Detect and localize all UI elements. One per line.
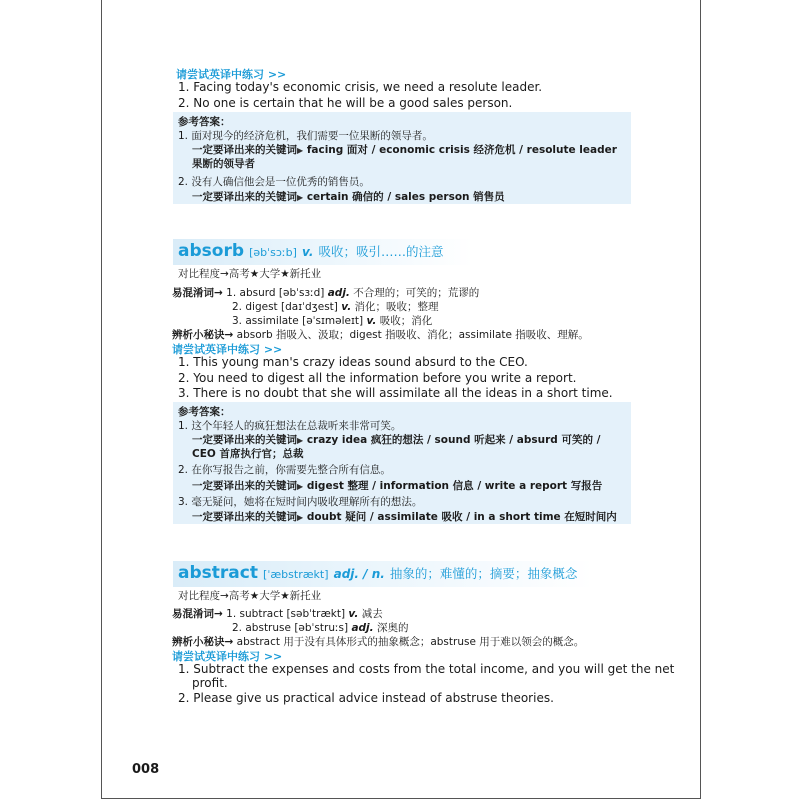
- practice-sentence: 2. No one is certain that he will be a good sales person.: [178, 96, 513, 110]
- phonetic: [əbˈsɔːb]: [249, 246, 297, 259]
- triangle-icon: ▶: [297, 513, 304, 522]
- keyword-line: 一定要译出来的关键词▶ doubt 疑问 / assimilate 吸收 / in a short time 在短时间内: [192, 511, 617, 523]
- answer-cn: 2. 没有人确信他会是一位优秀的销售员。: [178, 176, 370, 188]
- triangle-icon: ▶: [297, 436, 304, 445]
- triangle-icon: ▶: [297, 482, 304, 491]
- level-line: 对比程度→高考★大学★新托业: [178, 268, 322, 280]
- practice-heading: 请尝试英译中练习 >>: [172, 343, 283, 356]
- confuse-row: 易混淆词→ 1. subtract [səbˈtrækt] v. 减去: [172, 608, 383, 620]
- phonetic: [ˈæbstrækt]: [263, 568, 329, 581]
- answer-title: 参考答案：: [178, 406, 231, 418]
- triangle-icon: ▶: [297, 193, 304, 202]
- confuse-row: 2. digest [daɪˈdʒest] v. 消化；吸收；整理: [232, 301, 439, 313]
- triangle-icon: ▶: [297, 146, 304, 155]
- confuse-row: 易混淆词→ 1. absurd [əbˈsɜːd] adj. 不合理的；可笑的；荒谬的: [172, 287, 480, 299]
- headword-line: [178, 563, 577, 583]
- level-line: 对比程度→高考★大学★新托业: [178, 590, 322, 602]
- page-number: 008: [132, 762, 160, 777]
- confuse-row: 3. assimilate [əˈsɪməleɪt] v. 吸收；消化: [232, 315, 433, 327]
- tip-row: 辨析小秘诀→ abstract 用于没有具体形式的抽象概念；abstruse 用于难以领会的概念。: [172, 636, 585, 648]
- keyword-line: 一定要译出来的关键词▶ facing 面对 / economic crisis 经济危机 / resolute leader: [192, 144, 617, 156]
- practice-sentence: 3. There is no doubt that she will assimilate all the ideas in a short time.: [178, 386, 613, 400]
- practice-sentence: 1. Facing today's economic crisis, we need a resolute leader.: [178, 80, 543, 94]
- practice-sentence: 2. You need to digest all the information before you write a report.: [178, 371, 577, 385]
- practice-heading: 请尝试英译中练习 >>: [176, 68, 287, 81]
- keyword-line-cont: CEO 首席执行官；总裁: [192, 448, 304, 460]
- practice-sentence: 2. Please give us practical advice instead of abstruse theories.: [178, 691, 554, 705]
- answer-title: 参考答案：: [178, 116, 231, 128]
- meaning: 抽象的；难懂的；摘要；抽象概念: [389, 566, 578, 581]
- part-of-speech: adj. / n.: [333, 567, 385, 581]
- answer-cn: 1. 面对现今的经济危机，我们需要一位果断的领导者。: [178, 130, 433, 142]
- keyword-line: 一定要译出来的关键词▶ digest 整理 / information 信息 / write a report 写报告: [192, 480, 603, 492]
- answer-cn: 1. 这个年轻人的疯狂想法在总裁听来非常可笑。: [178, 420, 402, 432]
- answer-cn: 2. 在你写报告之前，你需要先整合所有信息。: [178, 464, 391, 476]
- keyword-line: 一定要译出来的关键词▶ crazy idea 疯狂的想法 / sound 听起来 / absurd 可笑的 /: [192, 434, 601, 446]
- answer-cn: 3. 毫无疑问，她将在短时间内吸收理解所有的想法。: [178, 496, 423, 508]
- keyword-line: 一定要译出来的关键词▶ certain 确信的 / sales person 销售员: [192, 191, 505, 203]
- headword-line: [178, 241, 444, 261]
- headword: absorb: [178, 241, 244, 261]
- part-of-speech: v.: [302, 245, 314, 259]
- headword: abstract: [178, 563, 258, 583]
- confuse-row: 2. abstruse [əbˈstruːs] adj. 深奥的: [232, 622, 409, 634]
- practice-sentence: profit.: [192, 676, 228, 690]
- keyword-line-cont: 果断的领导者: [192, 158, 255, 170]
- tip-row: 辨析小秘诀→ absorb 指吸入、汲取；digest 指吸收、消化；assimilate 指吸收、理解。: [172, 329, 589, 341]
- practice-heading: 请尝试英译中练习 >>: [172, 650, 283, 663]
- meaning: 吸收；吸引……的注意: [318, 244, 444, 259]
- practice-sentence: 1. Subtract the expenses and costs from the total income, and you will get the net: [178, 662, 675, 676]
- practice-sentence: 1. This young man's crazy ideas sound absurd to the CEO.: [178, 355, 528, 369]
